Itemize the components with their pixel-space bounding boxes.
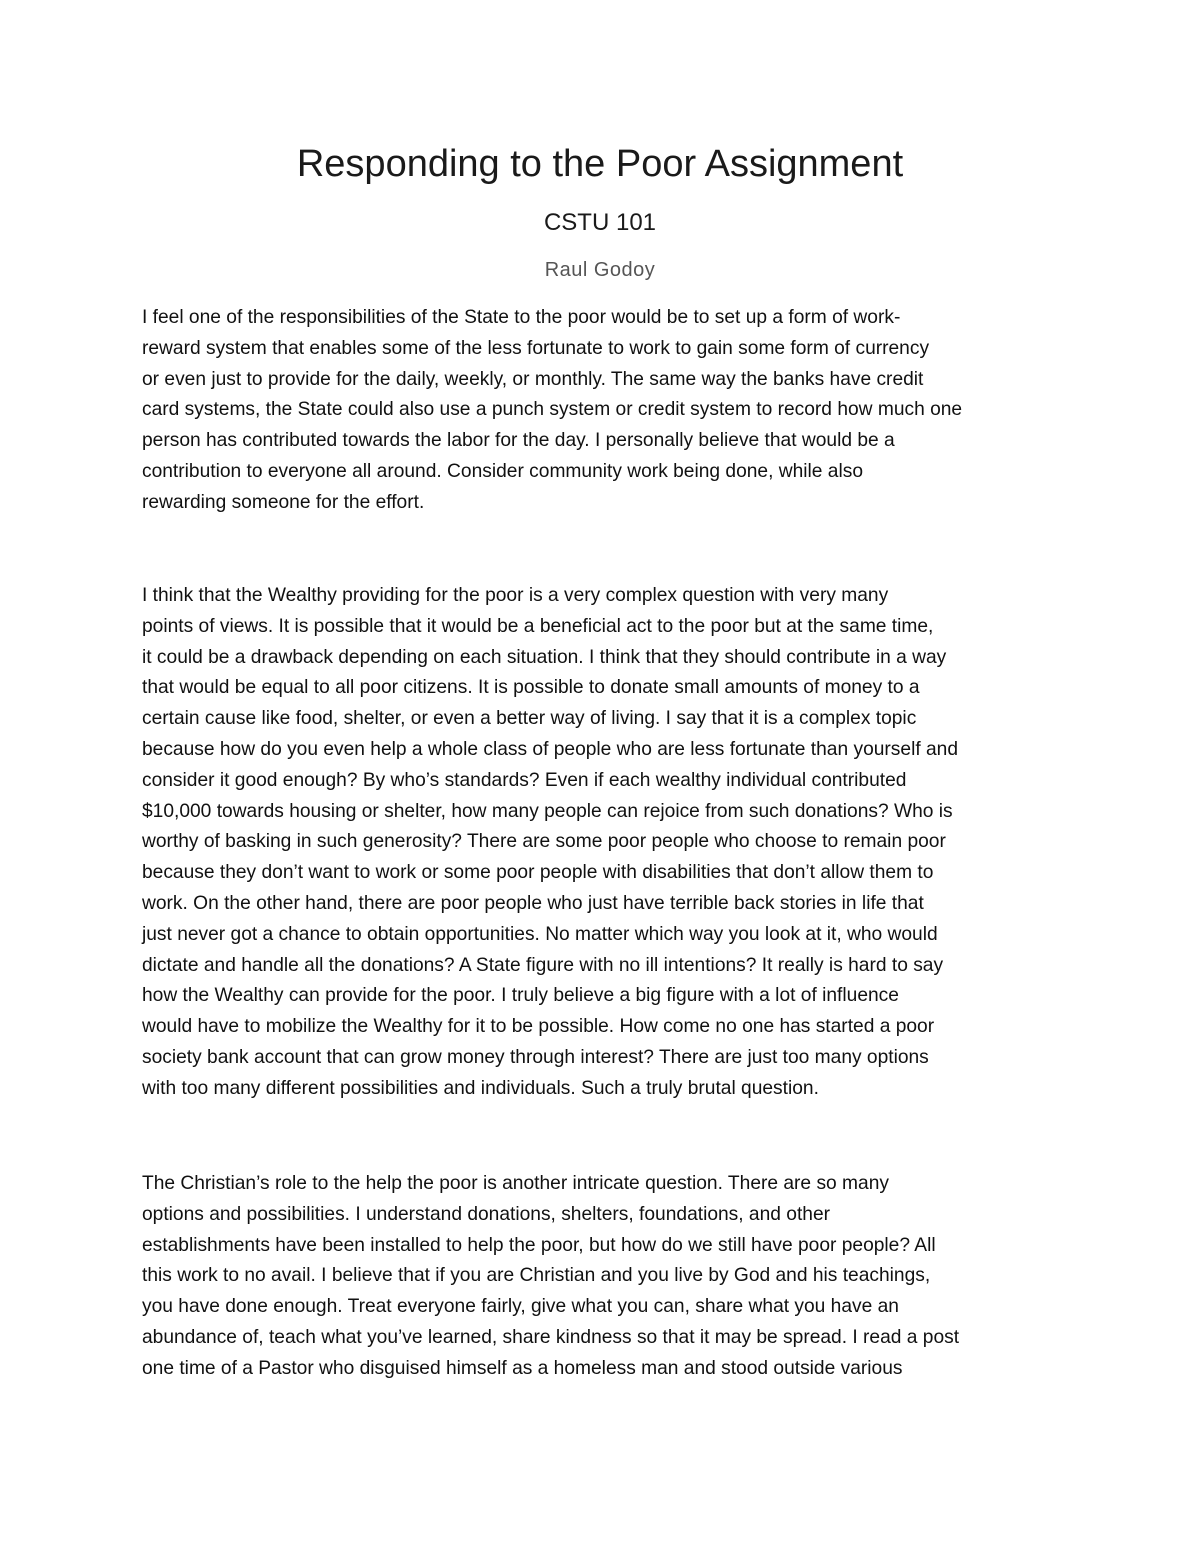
paragraph-line: because they don’t want to work or some poor people with disabilities that don’t allow them to xyxy=(142,862,934,884)
paragraph-line: would have to mobilize the Wealthy for it to be possible. How come no one has started a poor xyxy=(142,1016,935,1038)
body-paragraph-3 xyxy=(142,1169,1072,1385)
paragraph-line: one time of a Pastor who disguised himself as a homeless man and stood outside various xyxy=(142,1357,903,1379)
paragraph-line: with too many different possibilities and individuals. Such a truly brutal question. xyxy=(142,1077,819,1099)
paragraph-line: work. On the other hand, there are poor people who just have terrible back stories in life that xyxy=(142,892,924,914)
paragraph-line: rewarding someone for the effort. xyxy=(142,491,425,513)
paragraph-line: person has contributed towards the labor for the day. I personally believe that would be a xyxy=(142,430,895,452)
paragraph-line: The Christian’s role to the help the poor is another intricate question. There are so many xyxy=(142,1173,889,1194)
course-code: CSTU 101 xyxy=(543,209,657,236)
paragraph-line: consider it good enough? By who’s standards? Even if each wealthy individual contributed xyxy=(142,769,907,791)
paragraph-line: contribution to everyone all around. Consider community work being done, while also xyxy=(142,460,863,482)
paragraph-line: just never got a chance to obtain opportunities. No matter which way you look at it, who would xyxy=(142,923,938,945)
paragraph-line: points of views. It is possible that it would be a beneficial act to the poor but at the same time, xyxy=(142,615,934,637)
paragraph-line: dictate and handle all the donations? A State figure with no ill intentions? It really is hard to say xyxy=(142,954,944,976)
paragraph-line: society bank account that can grow money through interest? There are just too many options xyxy=(142,1046,929,1068)
paragraph-line: reward system that enables some of the less fortunate to work to gain some form of currency xyxy=(142,337,930,359)
paragraph-line: certain cause like food, shelter, or even a better way of living. I say that it is a complex topic xyxy=(142,708,917,730)
body-paragraph-2 xyxy=(142,581,1072,1105)
paragraph-line: it could be a drawback depending on each situation. I think that they should contribute in a way xyxy=(142,646,947,668)
paragraph-line: I feel one of the responsibilities of the State to the poor would be to set up a form of work- xyxy=(142,307,901,328)
document-title: Responding to the Poor Assignment xyxy=(296,143,904,185)
paragraph-line: or even just to provide for the daily, weekly, or monthly. The same way the banks have credit xyxy=(142,368,924,390)
paragraph-line: worthy of basking in such generosity? There are some poor people who choose to remain poor xyxy=(142,831,946,853)
paragraph-line: that would be equal to all poor citizens. It is possible to donate small amounts of money to a xyxy=(142,677,920,699)
paragraph-line: establishments have been installed to help the poor, but how do we still have poor people? All xyxy=(142,1234,936,1256)
paragraph-line: how the Wealthy can provide for the poor. I truly believe a big figure with a lot of influence xyxy=(142,985,899,1007)
paragraph-line: this work to no avail. I believe that if you are Christian and you live by God and his teachings, xyxy=(142,1265,931,1287)
paragraph-line: $10,000 towards housing or shelter, how many people can rejoice from such donations? Who is xyxy=(142,800,953,822)
paragraph-line: abundance of, teach what you’ve learned, share kindness so that it may be spread. I read a post xyxy=(142,1326,960,1348)
paragraph-line: I think that the Wealthy providing for the poor is a very complex question with very many xyxy=(142,585,889,606)
paragraph-line: because how do you even help a whole class of people who are less fortunate than yourself and xyxy=(142,738,959,760)
author-name: Raul Godoy xyxy=(544,259,656,281)
paragraph-line: you have done enough. Treat everyone fairly, give what you can, share what you have an xyxy=(142,1296,899,1318)
body-paragraph-1 xyxy=(142,303,1072,519)
paragraph-line: options and possibilities. I understand donations, shelters, foundations, and other xyxy=(142,1203,831,1225)
paragraph-line: card systems, the State could also use a punch system or credit system to record how much one xyxy=(142,399,963,421)
